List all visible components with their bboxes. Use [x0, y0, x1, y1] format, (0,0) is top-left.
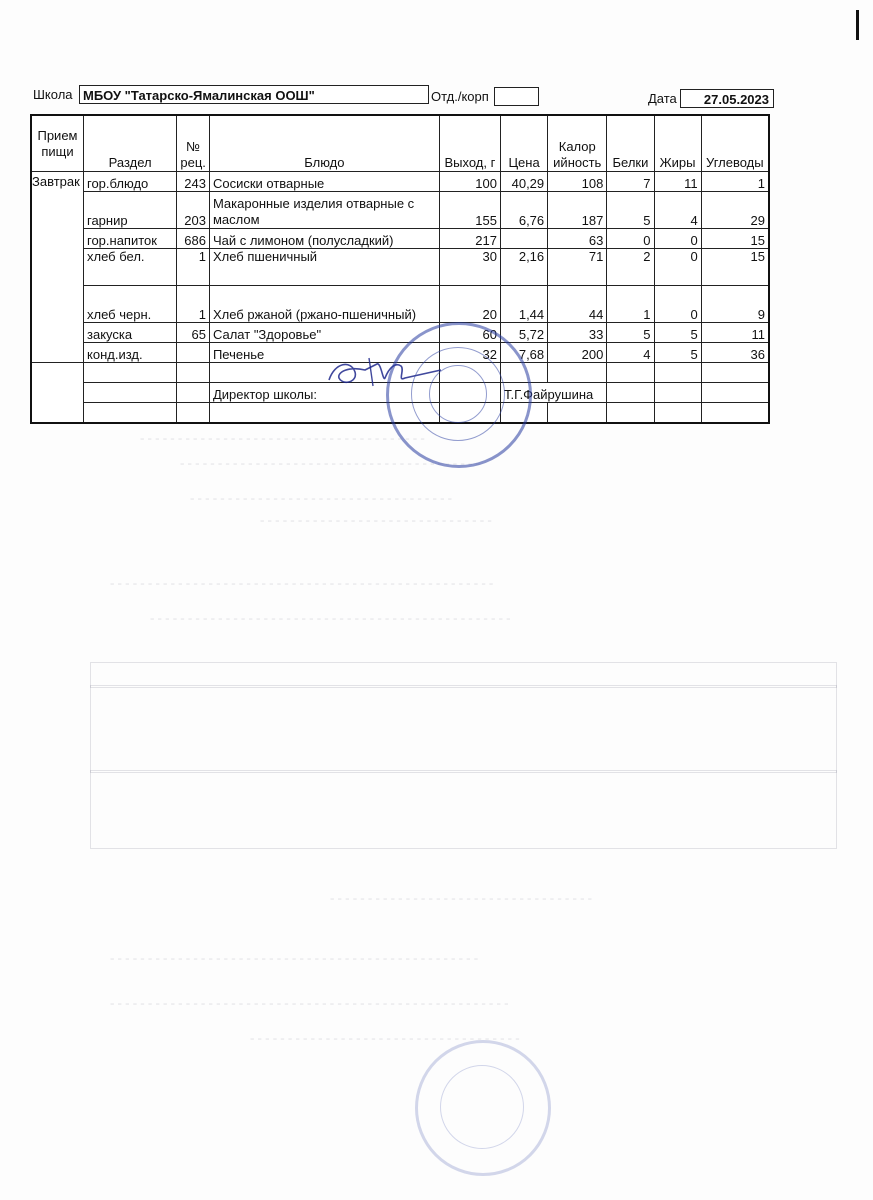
row-carbs: 1 [701, 172, 769, 192]
school-label: Школа [33, 87, 73, 102]
row-fat: 5 [654, 343, 701, 363]
empty-cell [548, 363, 607, 383]
row-price: 6,76 [501, 192, 548, 229]
document-page: - - - - - - - - - - - - - - - - - - - - - - - - - - - - - - - - - - - - - - - - - - - - - - - - - - - - - - - - - - - - - - - - - - - - - - - - - - - - - - - - - - - - - - - - - - - - - - - - - - - - - - - - - - - - - - - - - - - - - - - - - - - - - - - - - - - - - - - - - - - - - - - - - - - - - - - - - - - - - - - - - - - - - - - - - - - - - - - - - - - - - - - - - - - - - - - - - - - - - - - - - - - - - - - - - - - - - - - - - - - - - - - - - - - - - - - - - - - - - - - - - - - - - - - - - - - - - - - - - - - - - - - - - - - - - - - - - - - - - - - - - - - - - - - - - - - - - - - - - - - - - - - - - - - - - - - - - - - - - - - - - - - - - - - - - - - - - - - - - - - - - - - - - - - - - - - - - - - - - - - - - - - - - - - - - - - - - - - - - - - - - - - - - - - - - - - - - - - - - - - - - - - - - - - - - - - - - - - - Школа МБОУ "Татарско-Ямалинская ООШ" Отд./корп Дата 27.05.2023 Прием пищи Раздел № рец. Блюдо Выход, г Цена Калор ийность Белки Жиры Углеводы Завтрак гор.блюдо 243 Сосиски отварные 100 40,29 108 7 11 1 гарнир 203 Макаронные изделия отварные с маслом 155 6,76 187 5 4 29 гор.напиток 686 Чай с лимоном (полусладкий) 217 63 0 0 15 хлеб бел. 1 Хлеб пшеничный 30 2,16 71 2 0 15 хлеб черн. 1 Хлеб ржаной (ржано-пшеничный) 20 1,44 44 1 0 9 закуска 65 Салат "Здоровье" 60 5,72 33 5 5 11 конд.изд. Печенье 32 7,68 200 4 5 36 Директор школы: Т.Г.Файрушина [0, 0, 873, 1200]
row-recipe: 65 [177, 323, 210, 343]
row-output: 100 [439, 172, 500, 192]
table-row [31, 172, 769, 192]
row-protein: 0 [607, 229, 654, 249]
row-dish: Чай с лимоном (полусладкий) [209, 229, 439, 249]
empty-cell [607, 403, 654, 424]
empty-cell [607, 363, 654, 383]
table-row [31, 323, 769, 343]
table-row [31, 286, 769, 323]
table-header-row [31, 115, 769, 172]
empty-cell [84, 403, 177, 424]
empty-cell [654, 403, 701, 424]
col-price: Цена [501, 115, 548, 172]
row-protein: 5 [607, 192, 654, 229]
row-protein: 2 [607, 249, 654, 286]
row-calories: 200 [548, 343, 607, 363]
empty-cell [654, 363, 701, 383]
row-carbs: 36 [701, 343, 769, 363]
row-recipe: 686 [177, 229, 210, 249]
row-price: 1,44 [501, 286, 548, 323]
row-calories: 187 [548, 192, 607, 229]
row-carbs: 15 [701, 249, 769, 286]
date-label: Дата [648, 91, 677, 106]
row-recipe [177, 343, 210, 363]
row-output: 32 [439, 343, 500, 363]
director-label: Директор школы: [209, 383, 439, 403]
row-section: гор.напиток [84, 229, 177, 249]
row-dish: Печенье [209, 343, 439, 363]
col-recipe: № рец. [177, 115, 210, 172]
row-carbs: 9 [701, 286, 769, 323]
row-price: 40,29 [501, 172, 548, 192]
row-fat: 5 [654, 323, 701, 343]
row-recipe: 1 [177, 286, 210, 323]
empty-cell [607, 383, 654, 403]
row-calories: 44 [548, 286, 607, 323]
row-price: 5,72 [501, 323, 548, 343]
row-carbs: 11 [701, 323, 769, 343]
back-stamp [415, 1040, 551, 1176]
row-price [501, 229, 548, 249]
director-name: Т.Г.Файрушина [501, 383, 607, 403]
col-fat: Жиры [654, 115, 701, 172]
row-output: 155 [439, 192, 500, 229]
empty-cell [701, 383, 769, 403]
row-output: 217 [439, 229, 500, 249]
row-fat: 0 [654, 229, 701, 249]
row-calories: 33 [548, 323, 607, 343]
row-dish: Макаронные изделия отварные с маслом [209, 192, 439, 229]
row-calories: 108 [548, 172, 607, 192]
row-calories: 63 [548, 229, 607, 249]
empty-cell [31, 363, 84, 424]
row-carbs: 29 [701, 192, 769, 229]
row-output: 20 [439, 286, 500, 323]
dept-label: Отд./корп [431, 89, 489, 104]
row-calories: 71 [548, 249, 607, 286]
row-fat: 4 [654, 192, 701, 229]
row-price: 7,68 [501, 343, 548, 363]
row-section: закуска [84, 323, 177, 343]
row-section: конд.изд. [84, 343, 177, 363]
row-dish: Салат "Здоровье" [209, 323, 439, 343]
row-section: гор.блюдо [84, 172, 177, 192]
row-section: хлеб бел. [84, 249, 177, 286]
row-dish: Сосиски отварные [209, 172, 439, 192]
empty-cell [548, 403, 607, 424]
scan-edge-mark [856, 10, 859, 40]
row-dish: Хлеб пшеничный [209, 249, 439, 286]
col-dish: Блюдо [209, 115, 439, 172]
meal-name-cell: Завтрак [31, 172, 84, 363]
empty-cell [701, 363, 769, 383]
row-fat: 0 [654, 249, 701, 286]
row-section: хлеб черн. [84, 286, 177, 323]
col-calories: Калор ийность [548, 115, 607, 172]
col-output: Выход, г [439, 115, 500, 172]
row-protein: 5 [607, 323, 654, 343]
col-meal: Прием пищи [31, 115, 84, 172]
col-protein: Белки [607, 115, 654, 172]
row-output: 30 [439, 249, 500, 286]
empty-cell [84, 363, 177, 383]
empty-cell [654, 383, 701, 403]
row-carbs: 15 [701, 229, 769, 249]
empty-cell [701, 403, 769, 424]
row-fat: 11 [654, 172, 701, 192]
table-row [31, 192, 769, 229]
empty-cell [177, 363, 210, 383]
row-price: 2,16 [501, 249, 548, 286]
row-dish: Хлеб ржаной (ржано-пшеничный) [209, 286, 439, 323]
row-output: 60 [439, 323, 500, 343]
table-row [31, 249, 769, 286]
empty-cell [84, 383, 177, 403]
empty-cell [177, 403, 210, 424]
date-field: 27.05.2023 [680, 89, 774, 108]
row-recipe: 203 [177, 192, 210, 229]
row-recipe: 1 [177, 249, 210, 286]
col-carbs: Углеводы [701, 115, 769, 172]
dept-field [494, 87, 539, 106]
row-protein: 7 [607, 172, 654, 192]
row-recipe: 243 [177, 172, 210, 192]
col-section: Раздел [84, 115, 177, 172]
row-protein: 4 [607, 343, 654, 363]
school-name-field: МБОУ "Татарско-Ямалинская ООШ" [79, 85, 429, 104]
row-section: гарнир [84, 192, 177, 229]
school-stamp [386, 322, 532, 468]
row-fat: 0 [654, 286, 701, 323]
empty-cell [177, 383, 210, 403]
row-protein: 1 [607, 286, 654, 323]
table-row [31, 229, 769, 249]
